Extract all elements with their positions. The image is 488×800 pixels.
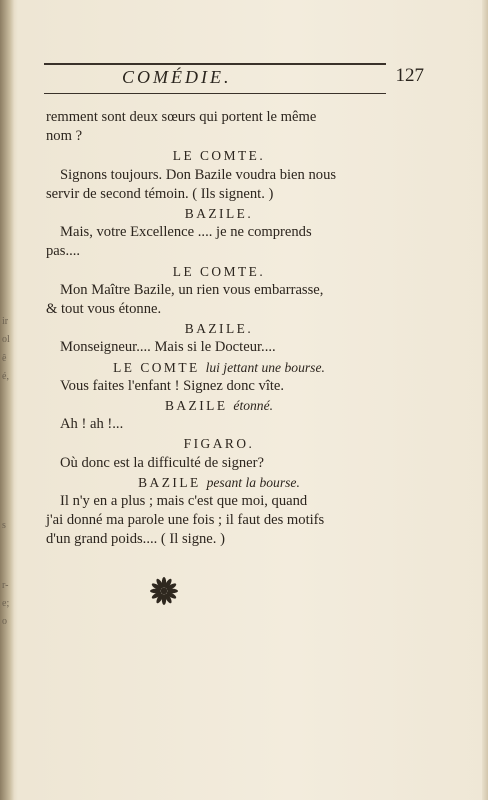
text-line: nom ? [46, 128, 83, 145]
speaker-name: LE COMTE. [172, 148, 266, 164]
text-line: Monseigneur.... Mais si le Docteur.... [60, 339, 276, 356]
speaker-name: LE COMTE. [172, 263, 266, 279]
header-rule-top [44, 63, 386, 65]
margin-fragment: é, [2, 371, 9, 382]
text-line: Où donc est la difficulté de signer? [60, 454, 264, 471]
margin-fragment: ê [2, 353, 7, 364]
margin-fragment: ir [2, 316, 9, 327]
book-spine-shadow [0, 0, 14, 800]
speaker-heading [46, 358, 392, 377]
speaker-heading [46, 262, 392, 281]
text-line: Mais, votre Excellence .... je ne comprends [60, 224, 312, 241]
page-header [44, 60, 424, 96]
floral-ornament-icon [148, 575, 180, 607]
speaker-name: BAZILE. [184, 321, 254, 337]
text-line: pas.... [46, 243, 81, 260]
text-line: Vous faites l'enfant ! Signez donc vîte. [60, 377, 285, 394]
speaker-heading [46, 319, 392, 338]
text-line: Mon Maître Bazile, un rien vous embarrasse, [60, 281, 324, 298]
speaker-heading [46, 204, 392, 223]
stage-direction: étonné. [233, 398, 274, 414]
text-line: servir de second témoin. ( Ils signent. ) [46, 185, 274, 202]
text-line: remment sont deux sœurs qui portent le même [46, 109, 317, 125]
header-rule-bottom [44, 93, 386, 94]
page-number: 127 [395, 65, 424, 86]
stage-direction: lui jettant une bourse. [205, 359, 325, 375]
stage-direction: pesant la bourse. [206, 474, 300, 490]
running-title: COMÉDIE. [122, 67, 232, 87]
speaker-name: FIGARO. [183, 436, 255, 452]
text-line: d'un grand poids.... ( Il signe. ) [46, 531, 225, 548]
margin-fragment: e; [2, 598, 10, 609]
text-line: Signons toujours. Don Bazile voudra bien nous [60, 166, 337, 183]
speaker-heading [46, 146, 392, 165]
speaker-name: BAZILE [138, 474, 201, 490]
speaker-heading [46, 396, 392, 415]
speaker-name: BAZILE. [184, 206, 254, 222]
page-edge [482, 0, 488, 800]
speaker-name: BAZILE [164, 398, 228, 414]
speaker-heading [46, 434, 392, 453]
text-line: Il n'y en a plus ; mais c'est que moi, quand [60, 493, 308, 510]
margin-fragment: r- [2, 580, 9, 591]
text-line: & tout vous étonne. [46, 301, 162, 318]
text-line: Ah ! ah !... [60, 416, 124, 433]
margin-fragment: s [2, 520, 6, 531]
margin-fragment: o [2, 616, 7, 627]
speaker-heading [46, 473, 392, 492]
speaker-name: LE COMTE [113, 359, 200, 375]
dialogue-text [46, 108, 392, 550]
text-line: j'ai donné ma parole une fois ; il faut des motifs [46, 512, 325, 529]
margin-fragment: ol [2, 334, 10, 345]
